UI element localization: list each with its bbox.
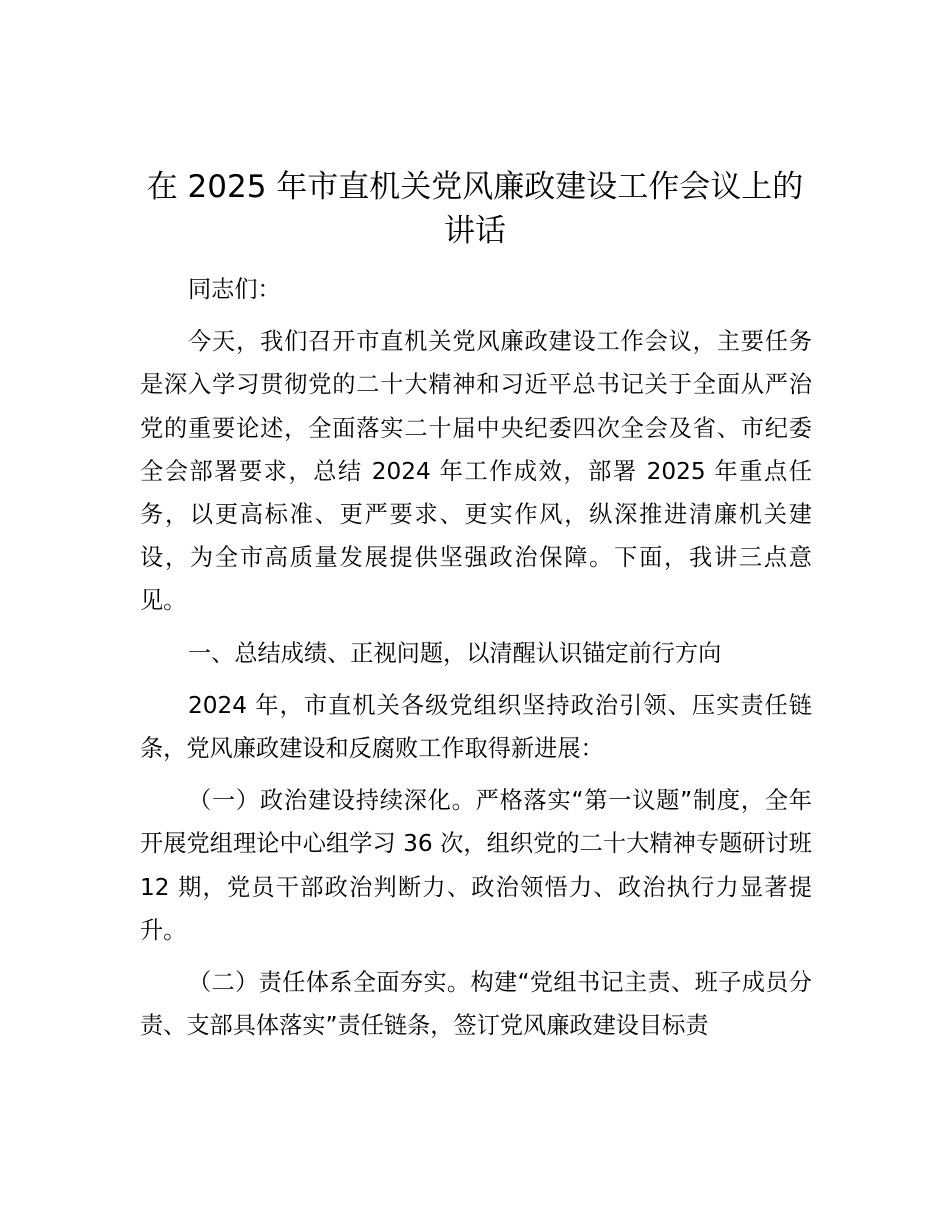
- salutation: 同志们：: [188, 276, 281, 303]
- subsection-paragraph-2: （二）责任体系全面夯实。构建“党组书记主责、班子成员分责、支部具体落实”责任链条，签订党风廉政建设目标责: [140, 969, 812, 1040]
- opening-paragraph: 今天，我们召开市直机关党风廉政建设工作会议，主要任务是深入学习贯彻党的二十大精神和习近平总书记关于全面从严治党的重要论述，全面落实二十届中央纪委四次全会及省、市纪委全会部署要求，总结 2024 年工作成效，部署 2025 年重点任务，以更高标准、更严要求、更实作风，纵深推进清廉机关建设，为全市高质量发展提供坚强政治保障。下面，我讲三点意见。: [140, 328, 812, 615]
- section-heading-1: 一、总结成绩、正视问题，以清醒认识锚定前行方向: [188, 639, 722, 667]
- document-body: [140, 268, 812, 1056]
- body-paragraph: 2024 年，市直机关各级党组织坚持政治引领、压实责任链条，党风廉政建设和反腐败工作取得新进展：: [140, 691, 812, 763]
- document-title: 在 2025 年市直机关党风廉政建设工作会议上的讲话: [146, 169, 804, 249]
- subsection-paragraph-1: （一）政治建设持续深化。严格落实“第一议题”制度，全年开展党组理论中心组学习 36 次，组织党的二十大精神专题研讨班 12 期，党员干部政治判断力、政治领悟力、政治执行力显著提升。: [140, 787, 812, 944]
